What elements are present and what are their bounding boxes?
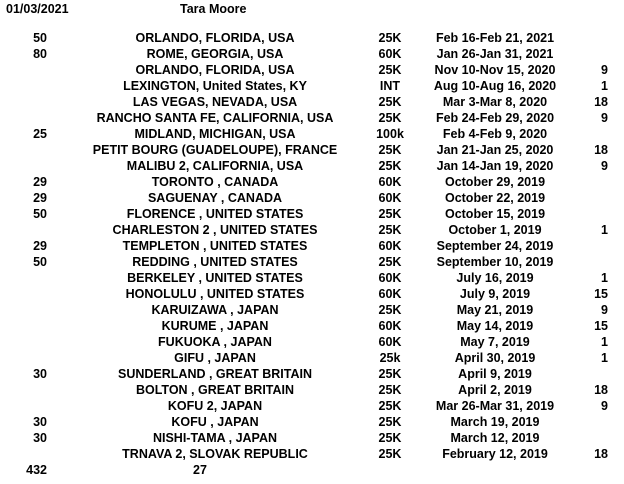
table-row — [0, 286, 624, 302]
table-row — [0, 190, 624, 206]
points-cell — [0, 398, 47, 414]
table-row — [0, 174, 624, 190]
points-cell: 30 — [33, 431, 47, 445]
rank-cell — [580, 190, 608, 206]
dates-cell: March 19, 2019 — [450, 415, 540, 429]
dates-cell: April 9, 2019 — [458, 367, 532, 381]
rank-cell: 15 — [594, 287, 608, 301]
rank-cell — [580, 46, 608, 62]
location-cell: BOLTON , GREAT BRITAIN — [135, 383, 295, 397]
table-row — [0, 46, 624, 62]
location-cell: KOFU , JAPAN — [171, 415, 259, 429]
level-cell: 25K — [378, 415, 402, 429]
rank-cell — [580, 366, 608, 382]
location-cell: HONOLULU , UNITED STATES — [125, 287, 305, 301]
location-cell: TRNAVA 2, SLOVAK REPUBLIC — [122, 447, 308, 461]
level-cell: 25K — [378, 63, 402, 77]
dates-cell: October 15, 2019 — [444, 207, 546, 221]
rank-cell — [580, 430, 608, 446]
level-cell: 25K — [378, 399, 402, 413]
dates-cell: February 12, 2019 — [442, 447, 548, 461]
points-cell — [0, 318, 47, 334]
location-cell: KARUIZAWA , JAPAN — [151, 303, 279, 317]
rank-cell: 9 — [601, 111, 608, 125]
level-cell: 25K — [378, 223, 402, 237]
table-row — [0, 142, 624, 158]
table-row — [0, 94, 624, 110]
points-cell — [0, 382, 47, 398]
level-cell: 25K — [378, 31, 402, 45]
rank-cell: 18 — [594, 383, 608, 397]
rank-cell: 18 — [594, 447, 608, 461]
dates-cell: Aug 10-Aug 16, 2020 — [433, 79, 557, 93]
dates-cell: July 9, 2019 — [459, 287, 531, 301]
tournament-table — [0, 30, 624, 462]
points-cell — [0, 334, 47, 350]
table-row — [0, 334, 624, 350]
location-cell: SUNDERLAND , GREAT BRITAIN — [118, 367, 312, 381]
table-row — [0, 414, 624, 430]
dates-cell: Feb 16-Feb 21, 2021 — [435, 31, 555, 45]
location-cell: LAS VEGAS, NEVADA, USA — [132, 95, 298, 109]
table-row — [0, 78, 624, 94]
table-row — [0, 206, 624, 222]
totals-row — [0, 462, 624, 478]
table-row — [0, 222, 624, 238]
rank-cell — [580, 206, 608, 222]
level-cell: 25K — [378, 255, 402, 269]
table-row — [0, 446, 624, 462]
location-cell: PETIT BOURG (GUADELOUPE), FRANCE — [92, 143, 338, 157]
location-cell: SAGUENAY , CANADA — [147, 191, 283, 205]
location-cell: TEMPLETON , UNITED STATES — [122, 239, 308, 253]
level-cell: 25K — [378, 159, 402, 173]
level-cell: 60K — [378, 287, 402, 301]
points-cell: 29 — [33, 239, 47, 253]
dates-cell: May 21, 2019 — [456, 303, 534, 317]
table-row — [0, 110, 624, 126]
dates-cell: September 24, 2019 — [436, 239, 554, 253]
rank-cell — [580, 254, 608, 270]
table-row — [0, 254, 624, 270]
level-cell: 25K — [378, 367, 402, 381]
table-row — [0, 126, 624, 142]
points-cell — [0, 302, 47, 318]
points-cell — [0, 222, 47, 238]
level-cell: 25K — [378, 447, 402, 461]
dates-cell: Jan 26-Jan 31, 2021 — [436, 47, 554, 61]
level-cell: 60K — [378, 271, 402, 285]
table-row — [0, 350, 624, 366]
rank-cell: 1 — [601, 223, 608, 237]
rank-cell — [580, 30, 608, 46]
table-row — [0, 302, 624, 318]
points-cell — [0, 446, 47, 462]
level-cell: INT — [379, 79, 401, 93]
level-cell: 25K — [378, 207, 402, 221]
rank-cell — [580, 414, 608, 430]
rank-cell: 18 — [594, 95, 608, 109]
table-row — [0, 366, 624, 382]
location-cell: TORONTO , CANADA — [151, 175, 279, 189]
points-cell — [0, 94, 47, 110]
report-date: 01/03/2021 — [6, 2, 69, 16]
location-cell: MALIBU 2, CALIFORNIA, USA — [126, 159, 304, 173]
location-cell: KOFU 2, JAPAN — [167, 399, 263, 413]
table-row — [0, 62, 624, 78]
rank-cell: 18 — [594, 143, 608, 157]
level-cell: 25k — [379, 351, 401, 365]
location-cell: LEXINGTON, United States, KY — [123, 79, 307, 93]
table-row — [0, 238, 624, 254]
location-cell: REDDING , UNITED STATES — [132, 255, 298, 269]
level-cell: 25K — [378, 303, 402, 317]
location-cell: RANCHO SANTA FE, CALIFORNIA, USA — [96, 111, 334, 125]
points-cell — [0, 110, 47, 126]
table-row — [0, 430, 624, 446]
dates-cell: Mar 26-Mar 31, 2019 — [435, 399, 555, 413]
level-cell: 60K — [378, 319, 402, 333]
table-row — [0, 398, 624, 414]
level-cell: 60K — [378, 191, 402, 205]
rank-cell: 9 — [601, 159, 608, 173]
table-row — [0, 158, 624, 174]
points-cell — [0, 350, 47, 366]
rank-cell: 1 — [601, 351, 608, 365]
total-points: 432 — [26, 463, 47, 477]
level-cell: 25K — [378, 431, 402, 445]
level-cell: 25K — [378, 95, 402, 109]
points-cell — [0, 62, 47, 78]
location-cell: ORLANDO, FLORIDA, USA — [135, 63, 295, 77]
points-cell: 80 — [33, 47, 47, 61]
table-row — [0, 270, 624, 286]
points-cell — [0, 286, 47, 302]
rank-cell: 15 — [594, 319, 608, 333]
level-cell: 60K — [378, 335, 402, 349]
location-cell: GIFU , JAPAN — [174, 351, 256, 365]
dates-cell: April 2, 2019 — [458, 383, 532, 397]
points-cell: 30 — [33, 415, 47, 429]
points-cell: 25 — [33, 127, 47, 141]
rank-cell: 1 — [601, 79, 608, 93]
level-cell: 60K — [378, 239, 402, 253]
points-cell: 29 — [33, 191, 47, 205]
location-cell: ROME, GEORGIA, USA — [146, 47, 284, 61]
table-row — [0, 30, 624, 46]
points-cell: 50 — [33, 31, 47, 45]
dates-cell: September 10, 2019 — [436, 255, 554, 269]
location-cell: FLORENCE , UNITED STATES — [126, 207, 304, 221]
rank-cell — [580, 126, 608, 142]
dates-cell: Jan 14-Jan 19, 2020 — [436, 159, 554, 173]
rank-cell: 1 — [601, 335, 608, 349]
location-cell: CHARLESTON 2 , UNITED STATES — [112, 223, 318, 237]
rank-cell: 9 — [601, 303, 608, 317]
level-cell: 25K — [378, 143, 402, 157]
location-cell: KURUME , JAPAN — [161, 319, 269, 333]
points-cell — [0, 270, 47, 286]
level-cell: 25K — [378, 383, 402, 397]
dates-cell: July 16, 2019 — [456, 271, 534, 285]
table-row — [0, 318, 624, 334]
rank-cell — [580, 174, 608, 190]
points-cell — [0, 142, 47, 158]
points-cell: 30 — [33, 367, 47, 381]
points-cell: 50 — [33, 207, 47, 221]
location-cell: MIDLAND, MICHIGAN, USA — [134, 127, 296, 141]
level-cell: 60K — [378, 47, 402, 61]
dates-cell: Jan 21-Jan 25, 2020 — [436, 143, 554, 157]
dates-cell: May 14, 2019 — [456, 319, 534, 333]
dates-cell: October 29, 2019 — [444, 175, 546, 189]
dates-cell: Mar 3-Mar 8, 2020 — [442, 95, 548, 109]
dates-cell: Nov 10-Nov 15, 2020 — [434, 63, 556, 77]
dates-cell: October 1, 2019 — [448, 223, 542, 237]
points-cell: 29 — [33, 175, 47, 189]
points-cell: 50 — [33, 255, 47, 269]
dates-cell: October 22, 2019 — [444, 191, 546, 205]
location-cell: BERKELEY , UNITED STATES — [127, 271, 303, 285]
tournament-count: 27 — [193, 463, 207, 477]
rank-cell — [580, 238, 608, 254]
points-cell — [0, 78, 47, 94]
level-cell: 25K — [378, 111, 402, 125]
dates-cell: May 7, 2019 — [460, 335, 530, 349]
dates-cell: Feb 24-Feb 29, 2020 — [435, 111, 555, 125]
location-cell: NISHI-TAMA , JAPAN — [152, 431, 278, 445]
points-cell — [0, 158, 47, 174]
location-cell: ORLANDO, FLORIDA, USA — [135, 31, 295, 45]
rank-cell: 9 — [601, 399, 608, 413]
dates-cell: April 30, 2019 — [454, 351, 536, 365]
level-cell: 60K — [378, 175, 402, 189]
level-cell: 100k — [376, 127, 404, 141]
dates-cell: March 12, 2019 — [450, 431, 540, 445]
dates-cell: Feb 4-Feb 9, 2020 — [442, 127, 548, 141]
rank-cell: 9 — [601, 63, 608, 77]
player-name: Tara Moore — [180, 2, 247, 16]
location-cell: FUKUOKA , JAPAN — [158, 335, 272, 349]
rank-cell: 1 — [601, 271, 608, 285]
table-row — [0, 382, 624, 398]
